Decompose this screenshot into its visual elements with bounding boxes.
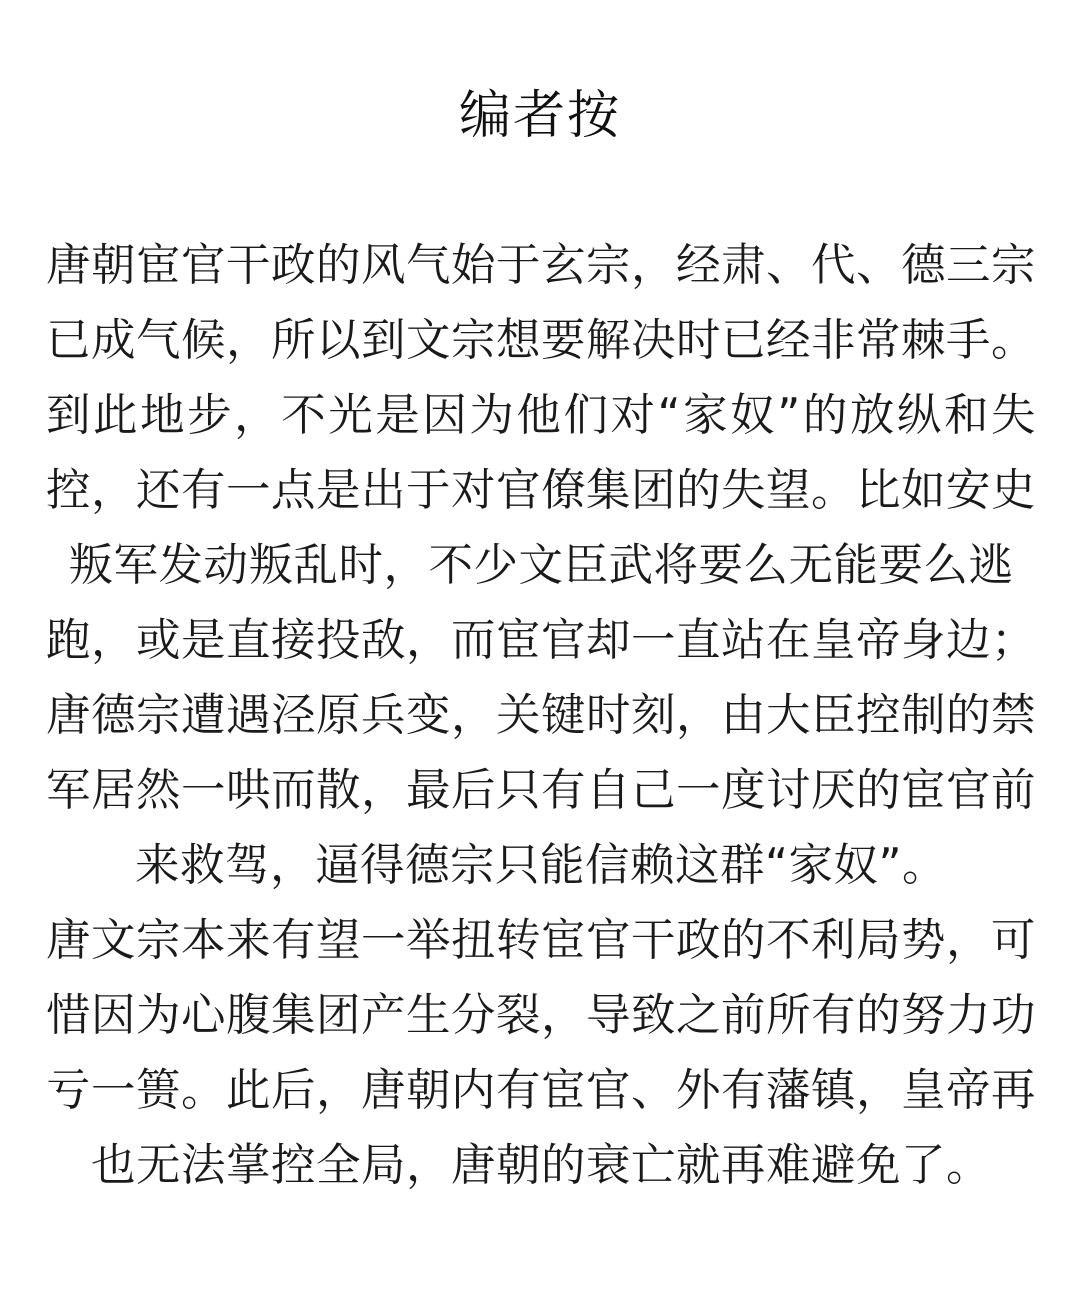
paragraph-line: 叛军发动叛乱时，不少文臣武将要么无能要么逃 (68, 540, 1014, 591)
editor-note-body (46, 228, 1036, 1203)
paragraph-line: 来救驾，逼得德宗只能信赖这群“家奴”。 (134, 840, 948, 891)
paragraph-line: 亏一篑。此后，唐朝内有宦官、外有藩镇，皇帝再 (46, 1065, 1037, 1116)
paragraph-line: 也无法掌控全局，唐朝的衰亡就再难避免了。 (90, 1140, 991, 1191)
paragraph-line: 唐德宗遭遇泾原兵变，关键时刻，由大臣控制的禁 (46, 690, 1037, 741)
page-title: 编者按 (458, 86, 621, 146)
paragraph-line: 到此地步，不光是因为他们对“家奴”的放纵和失 (46, 390, 1036, 441)
paragraph-line: 惜因为心腹集团产生分裂，导致之前所有的努力功 (46, 990, 1037, 1041)
paragraph-line: 唐文宗本来有望一举扭转宦官干政的不利局势，可 (46, 915, 1037, 966)
paragraph-line: 军居然一哄而散，最后只有自己一度讨厌的宦官前 (46, 765, 1037, 816)
paragraph-line: 唐朝宦官干政的风气始于玄宗，经肃、代、德三宗 (46, 240, 1037, 291)
paragraph-line: 跑，或是直接投敌，而宦官却一直站在皇帝身边； (46, 615, 1037, 666)
paragraph-line: 控，还有一点是出于对官僚集团的失望。比如安史 (46, 465, 1037, 516)
paragraph-line: 已成气候，所以到文宗想要解决时已经非常棘手。 (46, 315, 1037, 366)
